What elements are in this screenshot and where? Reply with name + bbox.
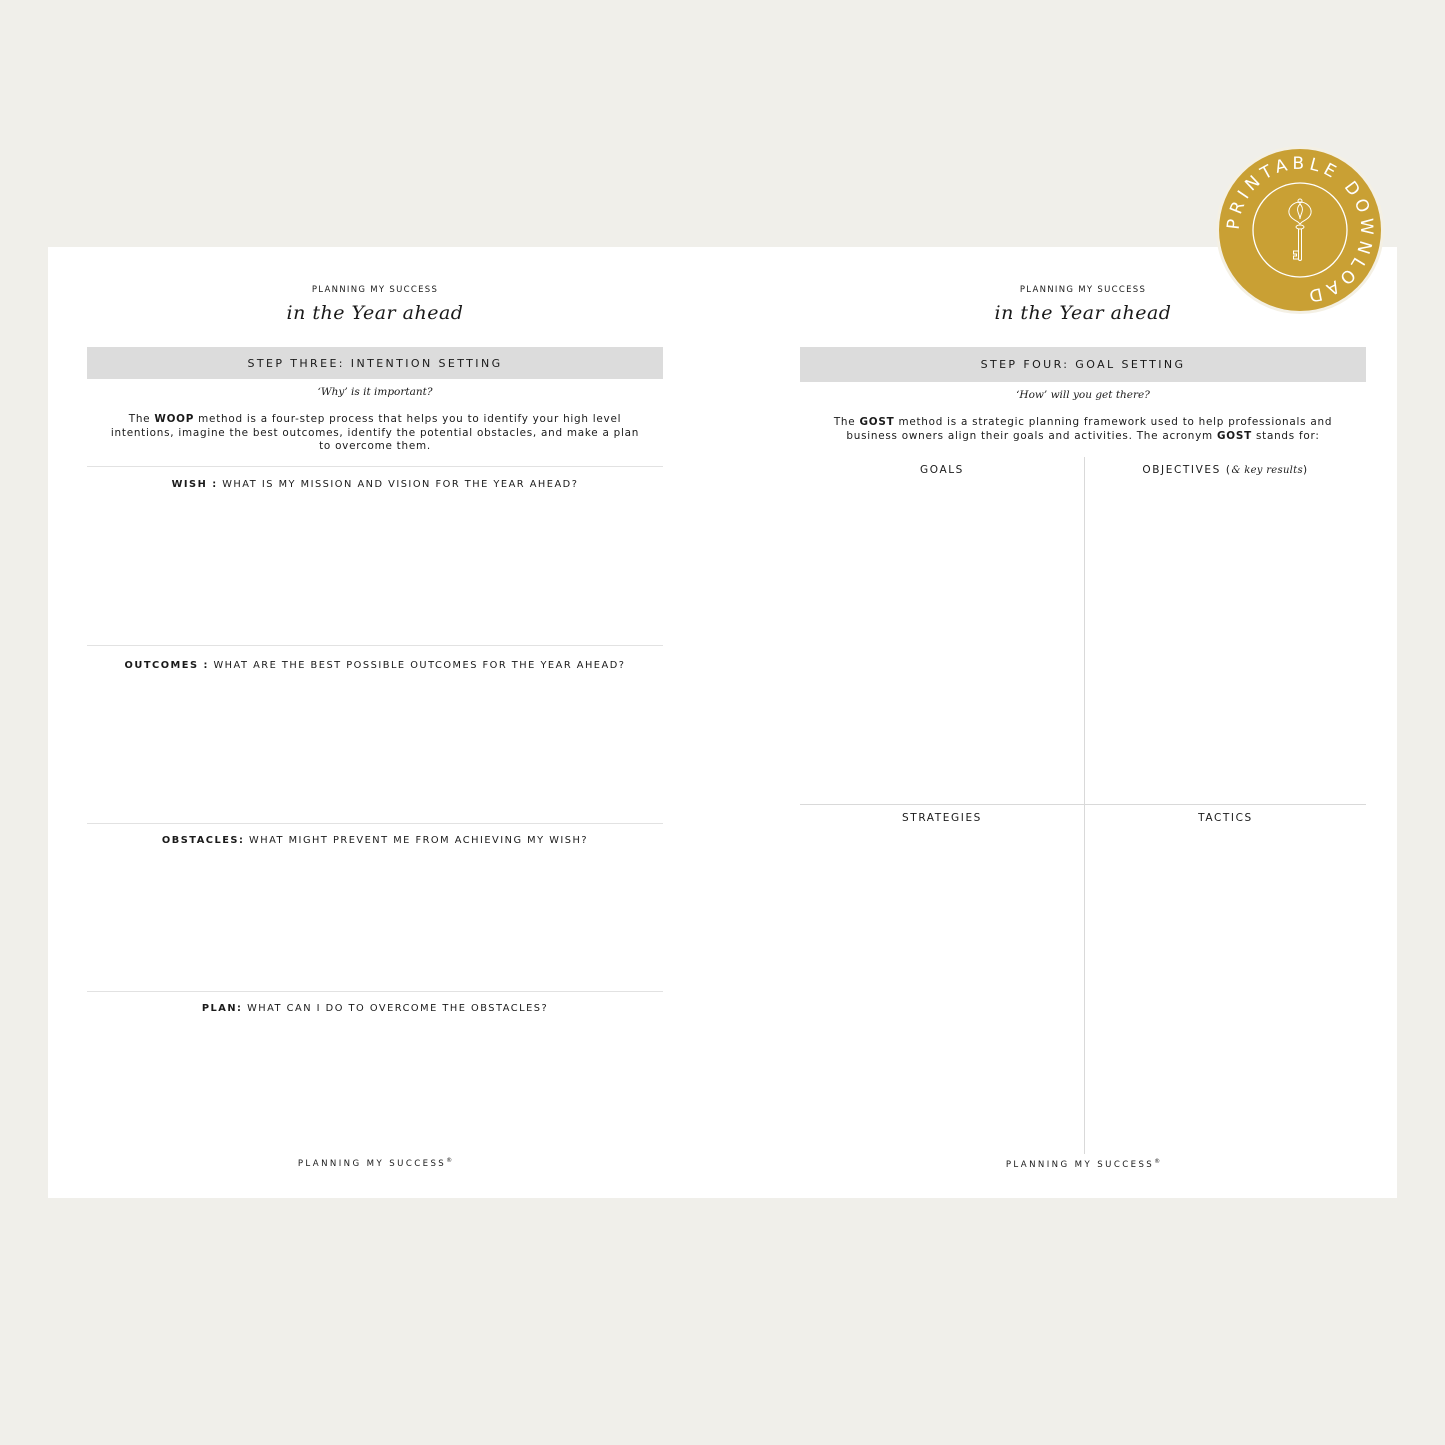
quadrant-strategies-label: STRATEGIES	[902, 812, 982, 824]
section-outcomes-prompt: OUTCOMES : WHAT ARE THE BEST POSSIBLE OUTCOMES FOR THE YEAR AHEAD?	[124, 660, 626, 671]
strategies-writing-area[interactable]	[800, 830, 1084, 1150]
goals-writing-area[interactable]	[800, 482, 1084, 800]
intro-paragraph	[87, 413, 663, 454]
tactics-writing-area[interactable]	[1085, 830, 1366, 1150]
sub-question: ‘Why’ is it important?	[317, 386, 433, 398]
page-footer: PLANNING MY SUCCESS®	[1005, 1158, 1161, 1170]
section-divider	[87, 645, 663, 646]
page-script-title: in the Year ahead	[286, 302, 464, 324]
intro-line-1: The GOST method is a strategic planning framework used to help professionals and	[833, 416, 1333, 428]
wish-writing-area[interactable]	[87, 497, 663, 642]
section-obstacles-prompt: OBSTACLES: WHAT MIGHT PREVENT ME FROM ACHIEVING MY WISH?	[161, 835, 589, 846]
right-page-goal-setting	[800, 247, 1366, 1198]
page-footer: PLANNING MY SUCCESS®	[297, 1157, 453, 1169]
method-acronym: WOOP	[154, 413, 195, 425]
intro-line-3: to overcome them.	[319, 440, 431, 452]
page-kicker: PLANNING MY SUCCESS	[1019, 285, 1147, 295]
badge-text: PRINTABLE DOWNLOAD	[1223, 153, 1377, 307]
quadrant-goals-label: GOALS	[920, 464, 964, 476]
step-band	[800, 347, 1366, 382]
planner-spread	[48, 247, 1397, 1198]
intro-line-2: business owners align their goals and activities. The acronym GOST stands for:	[846, 429, 1320, 442]
badge-graphic	[1216, 146, 1384, 314]
intro-line-1: The WOOP method is a four-step process that helps you to identify your high level	[128, 413, 622, 425]
printable-download-badge	[1216, 146, 1384, 314]
page-script-title: in the Year ahead	[994, 302, 1172, 324]
quadrant-tactics-label: TACTICS	[1198, 812, 1253, 824]
objectives-writing-area[interactable]	[1085, 482, 1366, 800]
outcomes-writing-area[interactable]	[87, 679, 663, 819]
section-plan-prompt: PLAN: WHAT CAN I DO TO OVERCOME THE OBSTACLES?	[201, 1003, 549, 1014]
step-title: STEP FOUR: GOAL SETTING	[980, 358, 1186, 371]
grid-divider-horizontal	[800, 804, 1366, 805]
sub-question: ‘How’ will you get there?	[1016, 389, 1150, 401]
method-acronym: GOST	[859, 416, 895, 428]
intro-line-2: intentions, imagine the best outcomes, identify the potential obstacles, and make a plan	[110, 426, 640, 439]
step-title: STEP THREE: INTENTION SETTING	[247, 356, 503, 370]
step-band	[87, 347, 663, 379]
section-divider	[87, 823, 663, 824]
plan-writing-area[interactable]	[87, 1021, 663, 1146]
obstacles-writing-area[interactable]	[87, 853, 663, 988]
quadrant-objectives-label: OBJECTIVES (& key results)	[1142, 464, 1309, 476]
intro-paragraph	[800, 416, 1366, 443]
section-divider	[87, 991, 663, 992]
section-wish-prompt: WISH : WHAT IS MY MISSION AND VISION FOR THE YEAR AHEAD?	[171, 479, 579, 490]
left-page-intention-setting	[87, 247, 663, 1198]
page-kicker: PLANNING MY SUCCESS	[311, 285, 439, 295]
section-divider	[87, 466, 663, 467]
